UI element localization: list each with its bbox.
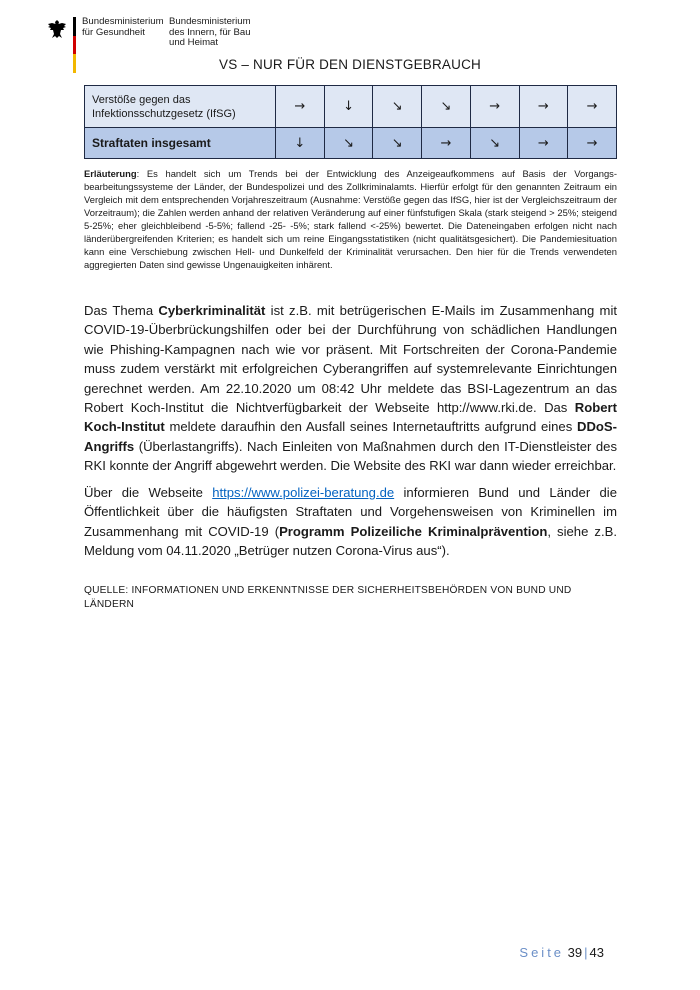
trend-arrow: → xyxy=(568,128,617,159)
total-pages: 43 xyxy=(589,945,604,960)
page-separator: | xyxy=(584,945,588,960)
table-row xyxy=(85,128,617,159)
text-run: (Überlastangriffs). Nach Einleiten von Maßnahmen durch den IT-Dienstleister des RKI konnte der Angriff abgewehrt werden. Die Website des RKI war dann wieder erreichbar. xyxy=(84,438,617,474)
classification-heading: VS – NUR FÜR DEN DIENSTGEBRAUCH xyxy=(219,57,481,72)
current-page: 39 xyxy=(567,945,583,960)
trend-table xyxy=(84,85,617,159)
prevention-paragraph xyxy=(84,483,617,561)
bold-term: DDoS-Angriffs xyxy=(84,419,617,454)
bold-term: Robert Koch-Institut xyxy=(84,400,617,435)
table-row xyxy=(85,86,617,128)
polizei-beratung-link[interactable]: https://www.polizei-beratung.de xyxy=(212,485,395,500)
trend-arrow: ↘ xyxy=(470,128,519,159)
text-run: Das Thema xyxy=(84,303,159,318)
ministry-line: und Heimat xyxy=(169,37,219,48)
page-label: Seite xyxy=(519,945,565,960)
trend-arrow: ↘ xyxy=(373,86,422,128)
ministry-name-interior xyxy=(169,17,251,49)
ministry-line: des Innern, für Bau xyxy=(169,26,251,38)
trend-arrow: → xyxy=(422,128,471,159)
ministry-line: Bundesministerium xyxy=(82,16,164,27)
text-run: meldete daraufhin den Ausfall seines Internetauftritts aufgrund eines xyxy=(164,419,577,435)
note-text: : Es handelt sich um Trends bei der Entwicklung des Anzeigeaufkommens auf Basis der Vorgangs-bearbeitungssysteme der Länder, der Bundespolizei und des Zollkriminalamts. Hierfür erfolgt für den genannten Zeitraum ein Vergleich mit dem entsprechenden Vorjahreszeitraum (Ausnahme: Verstöße gegen das IfSG, hier ist der Vergleichszeitraum der Vorzeitraum); die Zahlen werden anhand der relativen Veränderung auf einer fünfstufigen Skala (stark steigend > 25%; steigend 5-25%; eher gleichbleibend -5-5%; fallend -25- -5%; stark fallend <-25%) bewertet. Die Dateneingaben erfolgen nicht nach länderübergreifenden Kriterien; es handelt sich um reine Eingangsstatistiken (nicht qualitätsgesichert). Die Pandemiesituation kann eine Verschiebung zwischen Hell- und Dunkelfeld der Kriminalität verursachen. Den hier für die Trends verwendeten aggregierten Daten sind gewisse Ungenauigkeiten inhärent. xyxy=(84,168,617,270)
trend-arrow: → xyxy=(470,86,519,128)
source-note: QUELLE: INFORMATIONEN UND ERKENNTNISSE DER SICHERHEITSBEHÖRDEN VON BUND UND LÄNDERN xyxy=(84,585,572,610)
trend-arrow: → xyxy=(276,86,325,128)
row-label: Verstöße gegen das Infektionsschutzgesetz (IfSG) xyxy=(85,86,276,128)
text-run: Über die Webseite xyxy=(84,485,213,500)
note-label: Erläuterung xyxy=(84,168,137,179)
ministry-name-health xyxy=(82,17,164,38)
bold-term: Cyberkriminalität xyxy=(158,303,266,318)
trend-arrow: → xyxy=(519,128,568,159)
trend-arrow: ↘ xyxy=(422,86,471,128)
trend-arrow: ↓ xyxy=(324,86,373,128)
trend-arrow: ↓ xyxy=(276,128,325,159)
trend-arrow: → xyxy=(568,86,617,128)
text-run: informieren Bund und Länder die Öffentlichkeit über die häufigsten Straftaten und Vorgehensweisen von Kriminellen im Zusammenhang mit COVID-19 ( xyxy=(84,485,617,539)
explanation-note xyxy=(84,167,617,271)
row-label: Straftaten insgesamt xyxy=(85,128,276,159)
trend-arrow: ↘ xyxy=(324,128,373,159)
text-run: ist z.B. mit betrügerischen E-Mails im Zusammenhang mit COVID-19-Überbrückungshilfen oder bei der Durchführung von schädlichen Handlungen wie Phishing-Kampagnen nach wie vor präsent. Mit Fortschreiten der Corona-Pandemie muss zudem verstärkt mit erfolgreichen Cyberangriffen auf systemrelevante Einrichtungen gerechnet werden. Am 22.10.2020 um 08:42 Uhr meldete das BSI-Lagezentrum an das Robert Koch-Institut die Nichtverfügbarkeit der Webseite http://www.rki.de. Das xyxy=(84,303,617,416)
trend-arrow: ↘ xyxy=(373,128,422,159)
ministry-line: Bundesministerium xyxy=(169,16,251,27)
page-number xyxy=(519,945,604,960)
ministry-line: für Gesundheit xyxy=(82,26,145,38)
federal-eagle-icon xyxy=(46,18,68,40)
bold-term: Programm Polizeiliche Kriminalprävention xyxy=(279,523,548,539)
cybercrime-paragraph xyxy=(84,301,617,476)
text-run: , siehe z.B. Meldung vom 04.11.2020 „Betrüger nutzen Corona-Virus aus“). xyxy=(84,523,617,559)
trend-arrow: → xyxy=(519,86,568,128)
